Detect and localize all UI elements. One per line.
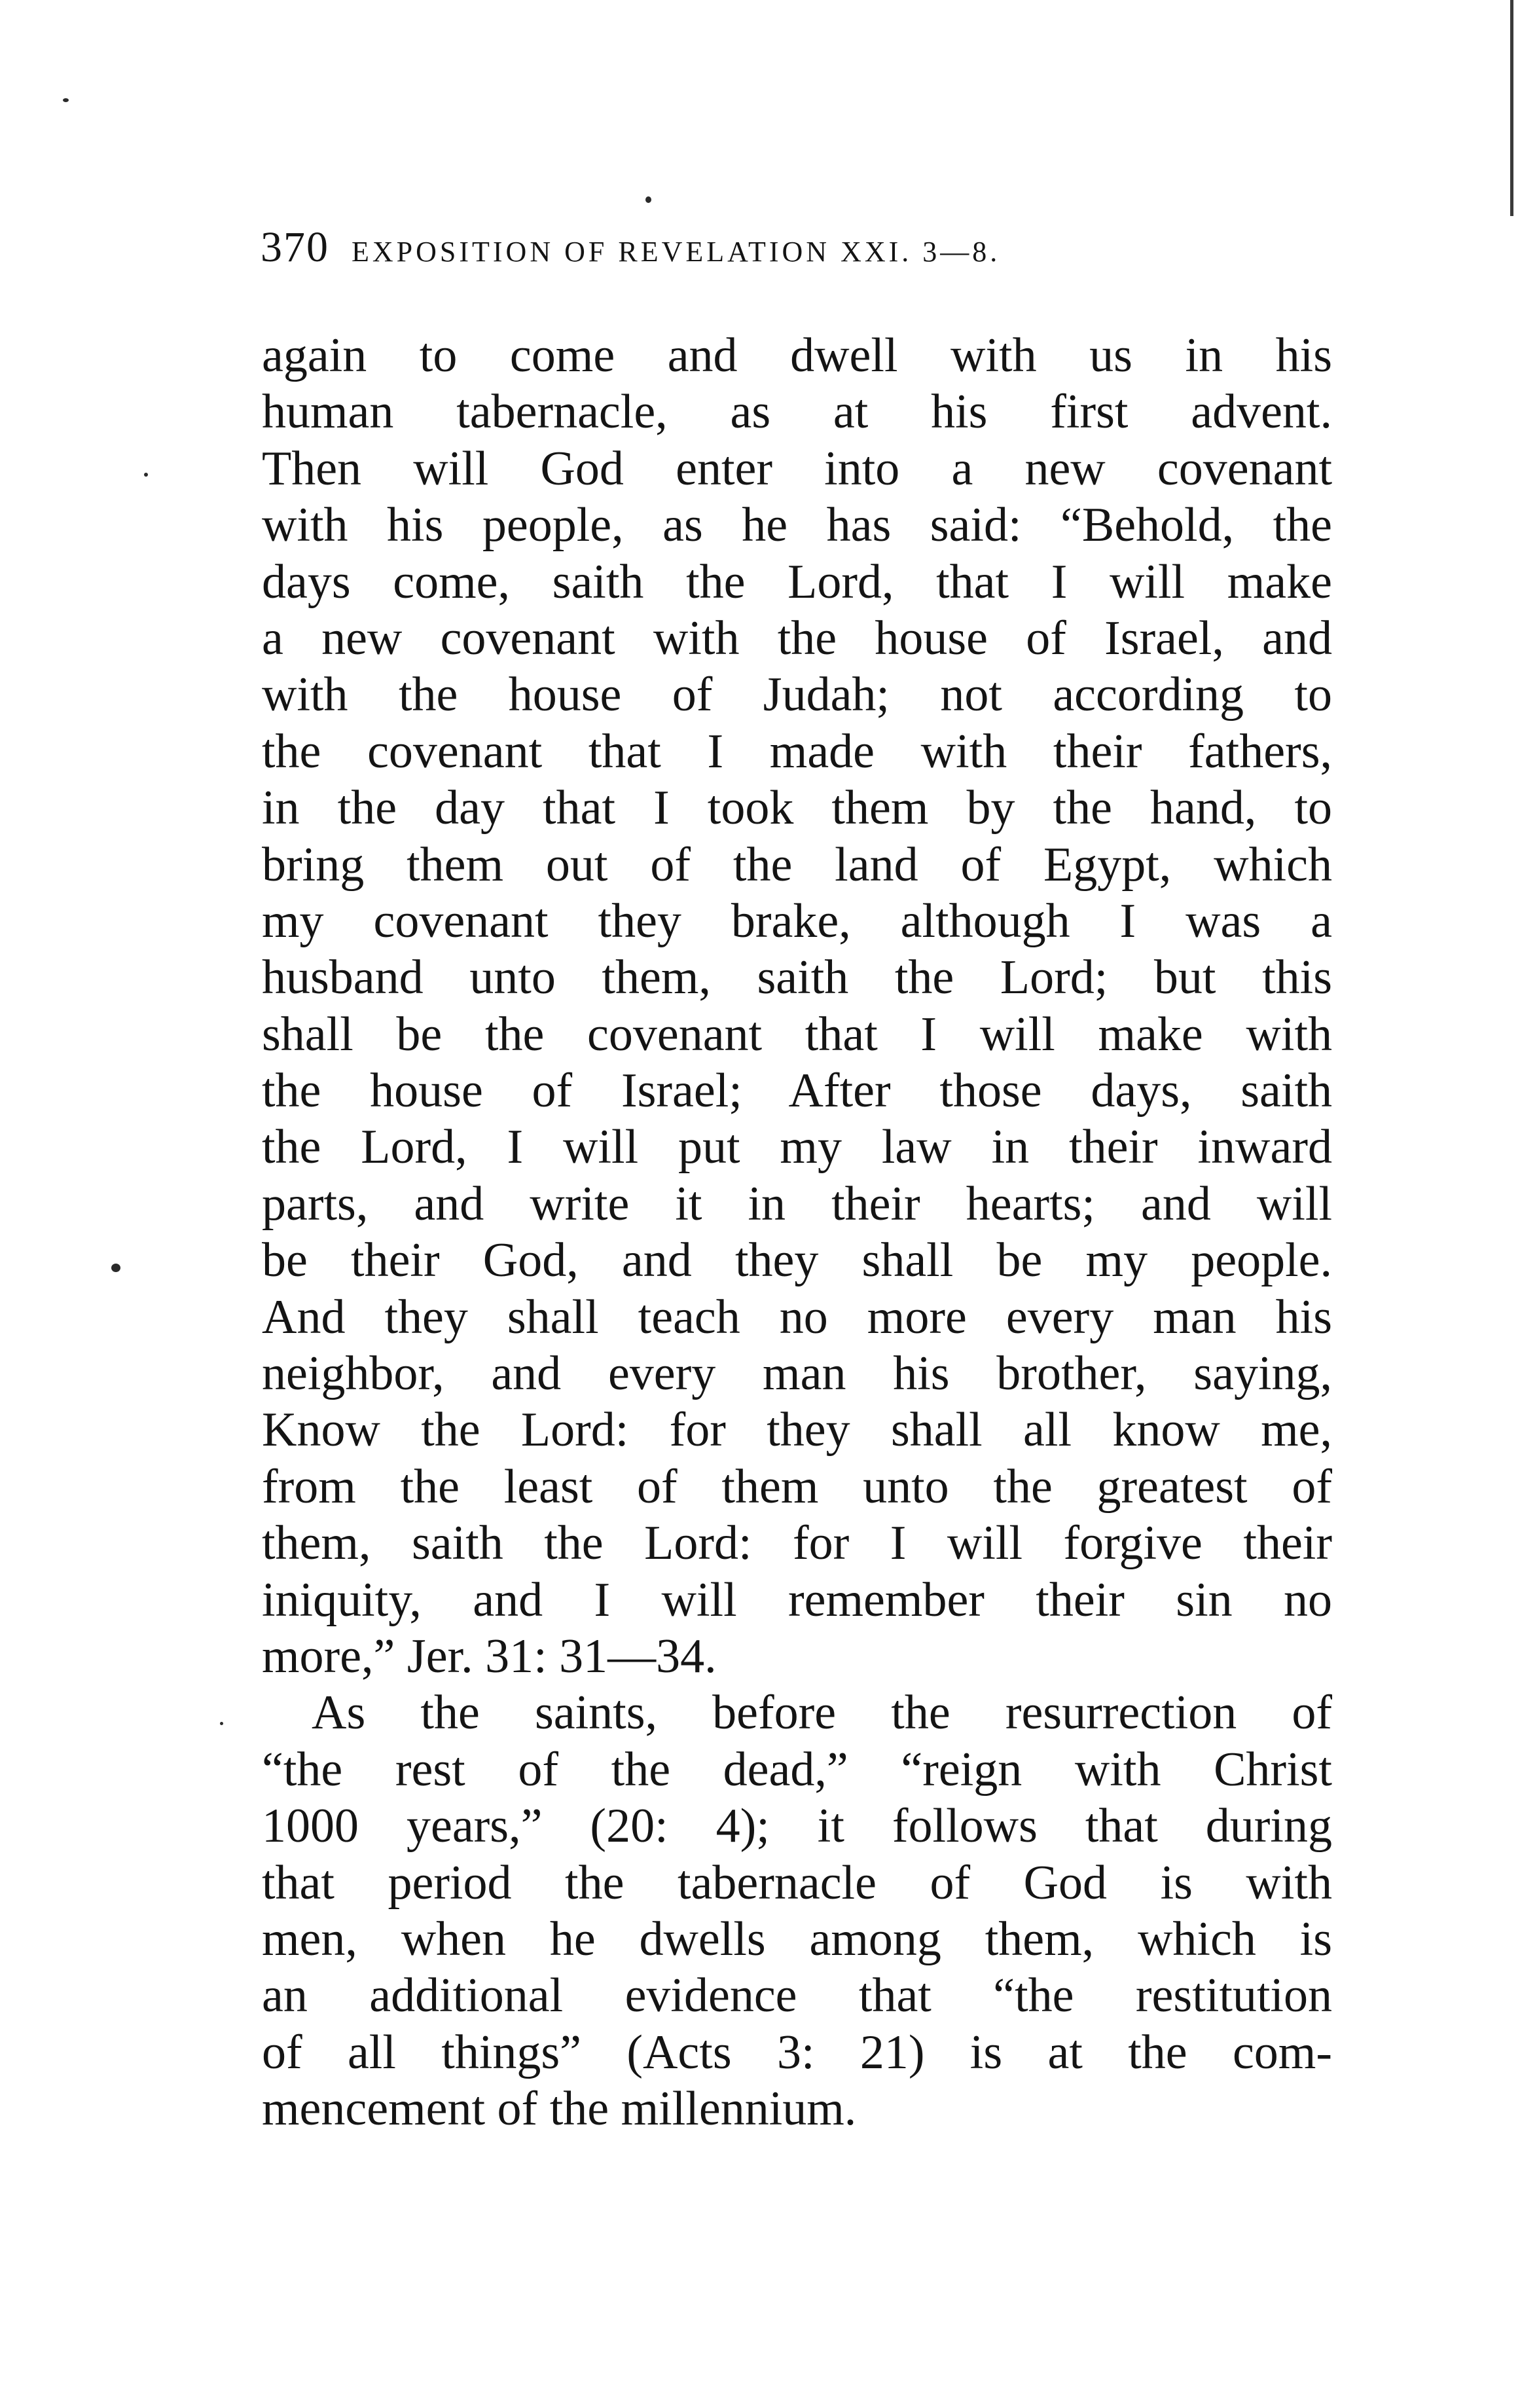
ink-speck xyxy=(111,1264,120,1272)
text-line: the house of Israel; After those days, saith xyxy=(262,1064,1332,1118)
text-line: an additional evidence that “the restitution xyxy=(262,1969,1332,2023)
ink-speck xyxy=(144,473,148,477)
body-text xyxy=(262,327,1332,2138)
text-line: And they shall teach no more every man his xyxy=(262,1290,1332,1344)
text-line: neighbor, and every man his brother, saying, xyxy=(262,1347,1332,1401)
ink-speck xyxy=(220,1722,223,1725)
text-line: again to come and dwell with us in his xyxy=(262,329,1332,382)
text-line: from the least of them unto the greatest of xyxy=(262,1459,1332,1514)
text-line: with his people, as he has said: “Behold, the xyxy=(262,498,1332,553)
text-line: more,” Jer. 31: 31—34. xyxy=(262,1629,717,1683)
text-line: a new covenant with the house of Israel, and xyxy=(262,611,1332,665)
text-line: that period the tabernacle of God is with xyxy=(262,1855,1332,1910)
text-line: be their God, and they shall be my people. xyxy=(262,1233,1332,1288)
page-number: 370 xyxy=(261,223,329,271)
text-line: Know the Lord: for they shall all know me, xyxy=(262,1403,1332,1457)
text-line: parts, and write it in their hearts; and will xyxy=(262,1177,1332,1231)
text-line: with the house of Judah; not according to xyxy=(262,668,1332,722)
page-edge-mark xyxy=(1510,0,1513,216)
text-line: days come, saith the Lord, that I will make xyxy=(262,555,1332,609)
paragraph xyxy=(262,1685,1332,2137)
text-line: husband unto them, saith the Lord; but this xyxy=(262,951,1332,1005)
text-line: the covenant that I made with their fathers, xyxy=(262,724,1332,778)
text-line: Then will God enter into a new covenant xyxy=(262,441,1332,496)
text-line: the Lord, I will put my law in their inward xyxy=(262,1120,1332,1175)
ink-speck xyxy=(645,196,651,203)
text-line: mencement of the millennium. xyxy=(262,2082,857,2136)
ink-speck xyxy=(63,98,69,102)
text-line: in the day that I took them by the hand, to xyxy=(262,781,1332,835)
text-line: my covenant they brake, although I was a xyxy=(262,894,1332,948)
paragraph xyxy=(262,327,1332,1685)
text-line: men, when he dwells among them, which is xyxy=(262,1912,1332,1966)
text-line: iniquity, and I will remember their sin no xyxy=(262,1573,1332,1627)
text-line: “the rest of the dead,” “reign with Christ xyxy=(262,1742,1332,1797)
text-line: shall be the covenant that I will make with xyxy=(262,1007,1332,1061)
text-line: 1000 years,” (20: 4); it follows that during xyxy=(262,1799,1332,1853)
text-line: of all things” (Acts 3: 21) is at the com- xyxy=(262,2025,1332,2079)
text-line: bring them out of the land of Egypt, which xyxy=(262,837,1332,892)
text-line: them, saith the Lord: for I will forgive their xyxy=(262,1516,1332,1571)
text-line: human tabernacle, as at his first advent. xyxy=(262,385,1332,439)
running-head: EXPOSITION OF REVELATION XXI. 3—8. xyxy=(352,236,1001,268)
running-header xyxy=(261,223,1334,282)
text-line: As the saints, before the resurrection of xyxy=(312,1686,1332,1740)
